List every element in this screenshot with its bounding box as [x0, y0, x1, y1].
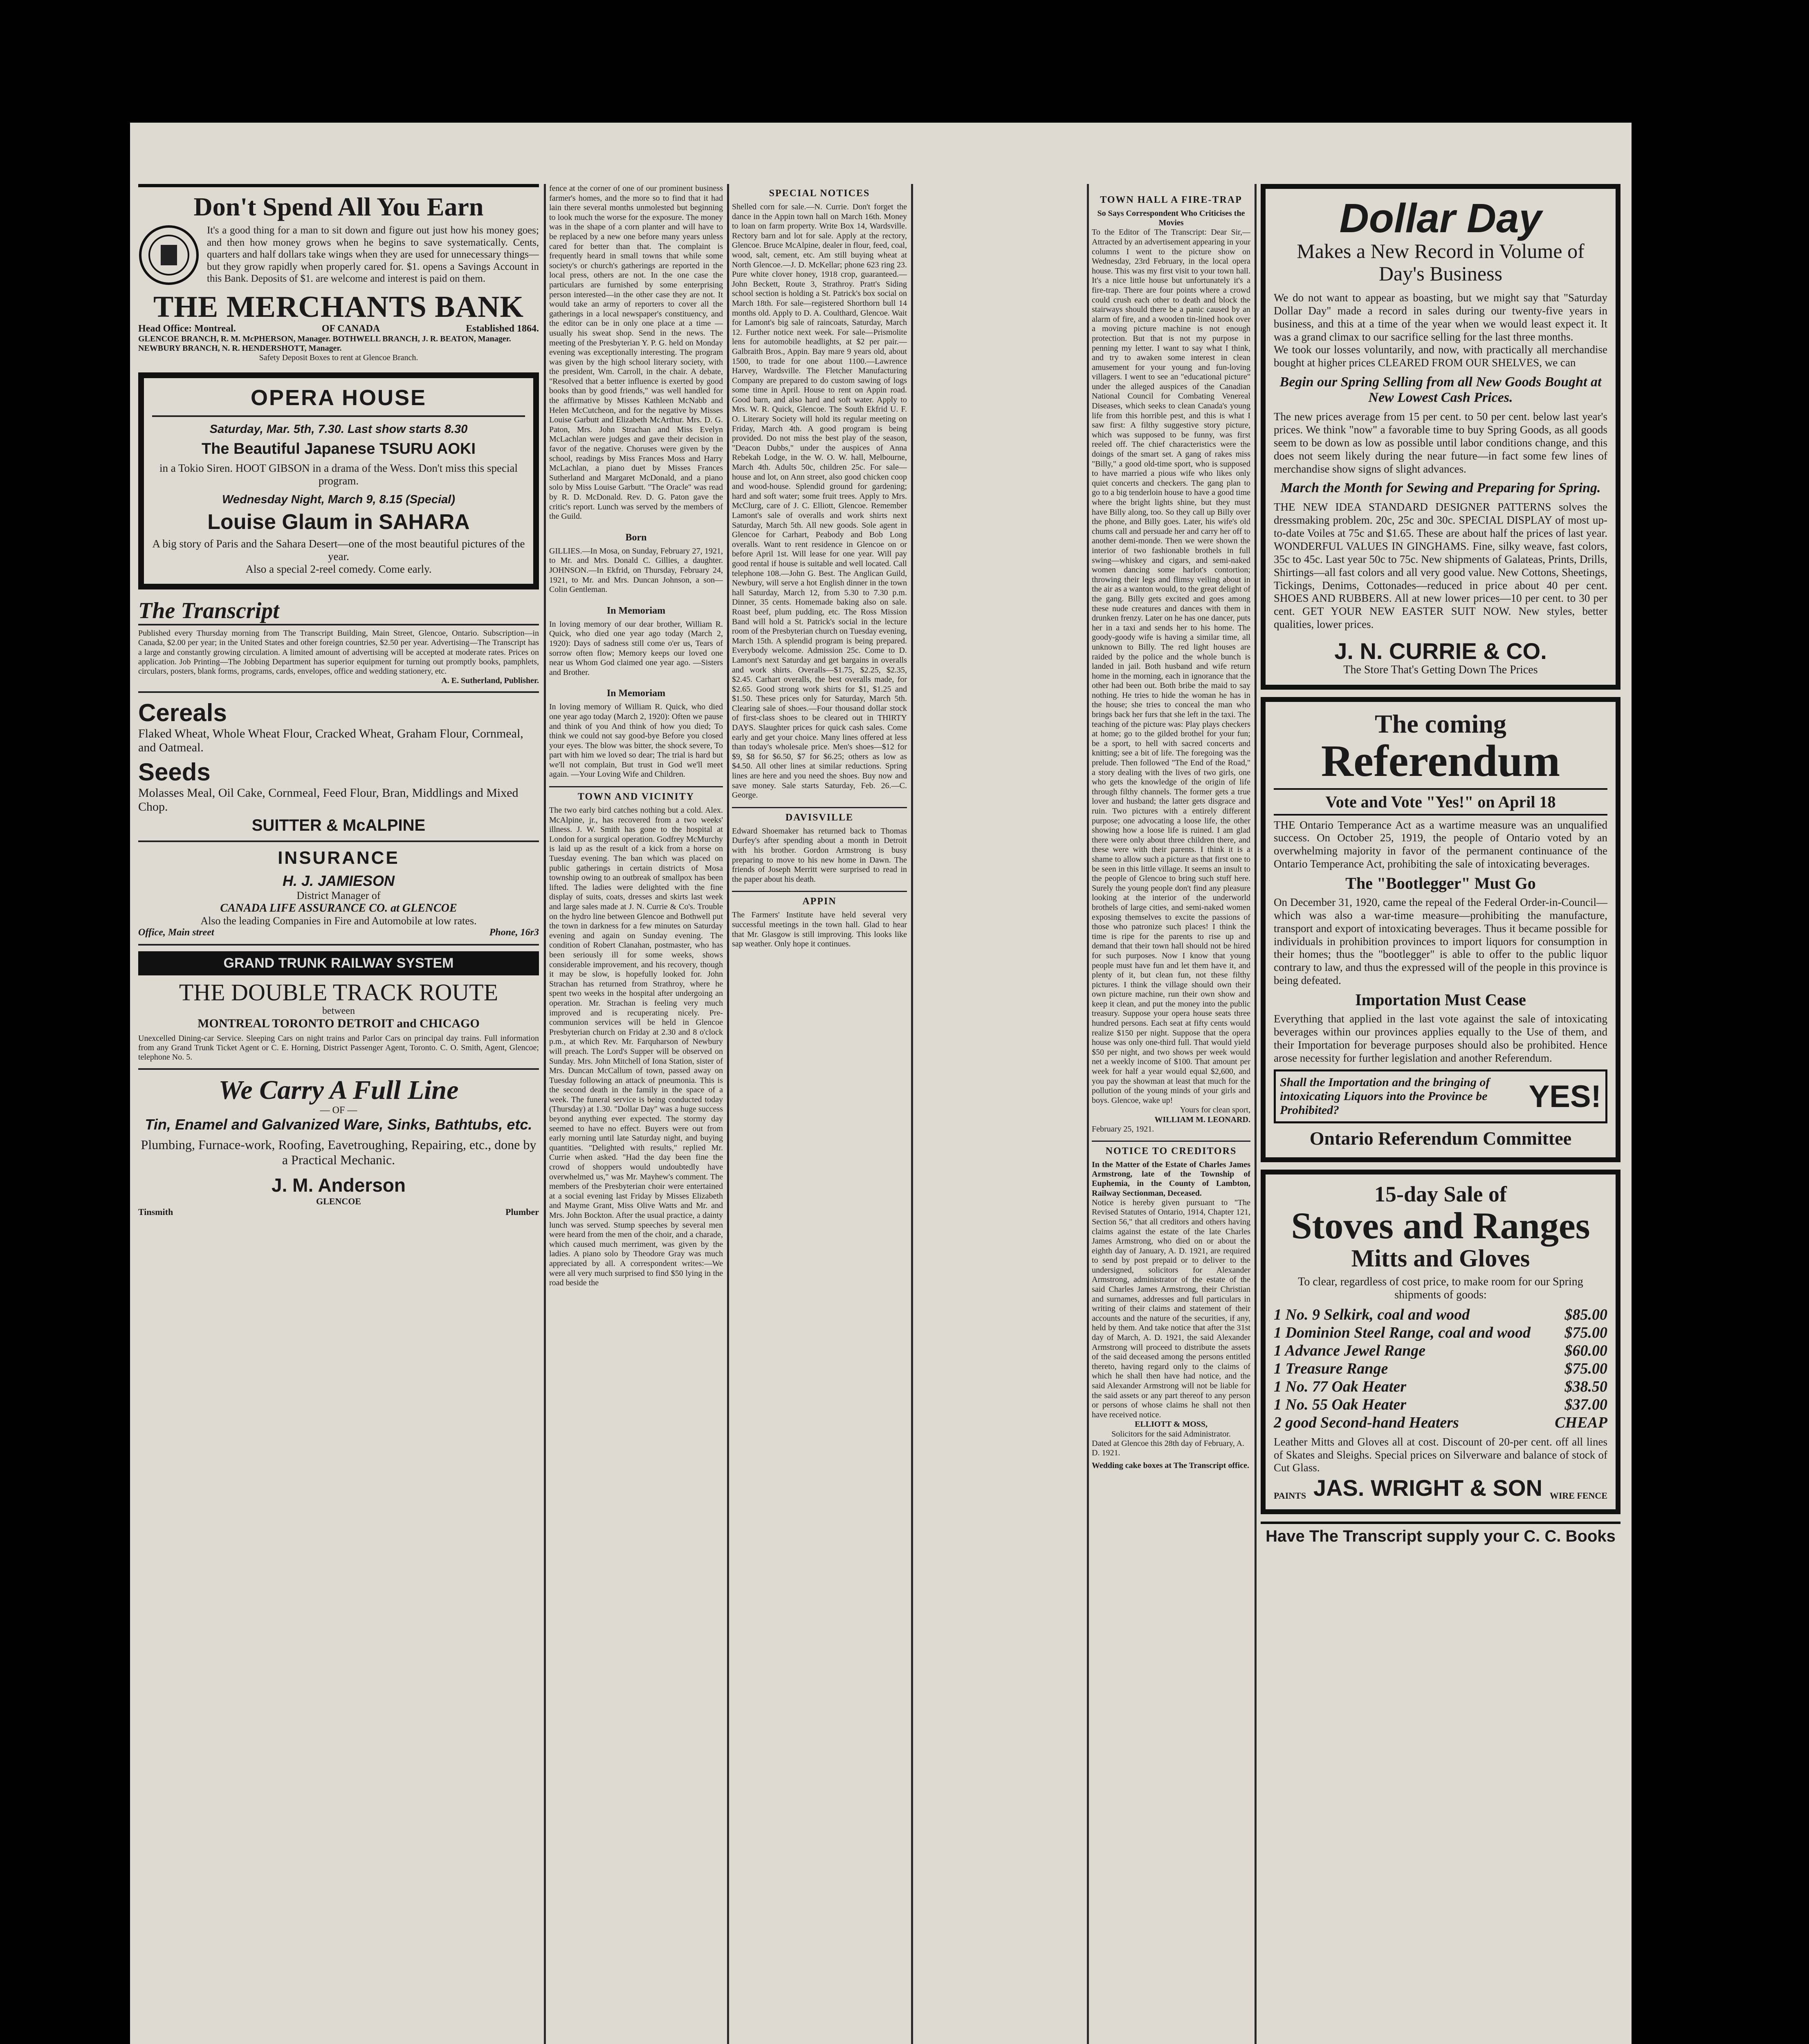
grand-trunk-banner: GRAND TRUNK RAILWAY SYSTEM: [138, 951, 539, 975]
stove-price-row: [1274, 1324, 1607, 1342]
currie-store-name: J. N. CURRIE & CO.: [1334, 638, 1547, 664]
anderson-name: J. M. Anderson: [272, 1174, 406, 1196]
stove-price-row: [1274, 1360, 1607, 1378]
firetrap-text: To the Editor of The Transcript: Dear Sir,—Attracted by an advertisement appearing in your columns I went to the picture show on Wednesday, 23rd February, in the local opera house. This was my first visit to your town hall. It's a nice little house but unfortunately it's a fire-trap. There are four points where a crowd could crush each other to death and block the stairways should there be a panic caused by an alarm of fire, and a wooden tin-lined hook over a moving picture machine is not enough protection. But that is not my purpose in penning my letter. I want to say what I think, and try to awaken some interest in clean amusement for your young and fun-loving villagers. I went to see an "educational picture" under the alleged auspices of the Canadian National Council for Combating Venereal Diseases, which seeks to clean Canada's young life from this horrible pest, and this is what I saw first: A filthy suggestive story picture, which was supposed to be funny, was first reeled off. The chief characteristics were the doings of the smart set. A gang of rakes miss "Billy," a good old-time sport, who is supposed to have married a pious wife who likes only quiet concerts and checkers. The gang plan to go to a big tenderloin house to have a good time where the bright lights shine, but they must have Billy along, too. So they call up Billy over the phone, and Billy goes. Later, his wife's old chums call and persuade her and carry her off to another demi-monde. Then we were shown the interior of two fashionable brothels in full swing—whiskey and cigars, and semi-naked women dancing some harlot's contortion; throwing their legs and flimsy veiling about in the air as a wanton would, to the great delight of the gang. Billy gets excited and goes among these nude creatures and dances with them in drunken frenzy. Later on he has one dancer, puts her in a taxi and sends her to his home. The goody-goody wife is having a similar time, all unknown to Billy. The red light houses are raided by the police and the whole bunch is landed in jail. Both husband and wife return home in the morning, each in ignorance that the other had been out. Both bribe the maid to say nothing. He tries to hide the woman he has in the house; she tries to conceal the man who brings back her furs that she left in the taxi. The teaching of the picture was: Play plays checkers at home; go to the gilded brothel for your fun; be a sport, to hell with sacred concerts and knitting; see a bit of life. The foregoing was the prelude. Then followed "The End of the Road," a story dealing with the lives of two girls, one who gets the knowledge of the origin of life through filthy channels. The former gets a true lover and husband; the latter gets disgrace and ruin. Two pictures with a entirely different purpose; one advocating a loose life, the other showing how a loose life is ruined. I am glad there were only about three children there, and these were with their parents. I think it is a shame to allow such a picture as that first one to be seen in this little village. It seems an insult to the people of Glencoe to bring such stuff here. Surely the young people don't find any pleasure looking at the interior of the underworld brothels of large cities, and semi-naked women exposing themselves to excite the passions of those who patronize such places! I think the time is ripe for the parents to rise up and demand that their town hall should not be hired for such purposes. Now I know that young people must have fun and let them have it, and plenty of it, but clean fun, not these filthy pictures. I think the village should own their own picture machine, run their own show and keep it clean, and put the money into the public treasury. Suppose your opera house seats three hundred persons. Each seat at fifty cents would realize $150 per night. Suppose that the opera house was only one-third full. That would yield $50 per night, and two shows per week would net a weekly income of $100. That amount per week for half a year would equal $2,600, and you pay the showman at least that much for the pollution of the young minds of your girls and boys. Glencoe, wake up!: [1092, 228, 1250, 1105]
born-heading: Born: [625, 532, 647, 543]
dollar-day-title: Dollar Day: [1339, 195, 1542, 241]
stove-item-price: $60.00: [1564, 1342, 1607, 1359]
ad-headline: Don't Spend All You Earn: [193, 192, 484, 221]
transcript-masthead: The Transcript: [138, 598, 539, 625]
transcript-publisher: A. E. Sutherland, Publisher.: [441, 676, 539, 686]
born-text: GILLIES.—In Mosa, on Sunday, February 27, 1921, to Mr. and Mrs. Donald C. Gillies, a daughter. JOHNSON.—In Ekfrid, on Thursday, February 24, 1921, to Mr. and Mrs. Duncan Johnson, a son—Colin Gentleman.: [549, 546, 723, 594]
cc-books-footer: Have The Transcript supply your C. C. Books: [1261, 1522, 1620, 1546]
stove-item-price: CHEAP: [1555, 1414, 1607, 1431]
stove-item-price: $75.00: [1564, 1324, 1607, 1341]
insurance-agent: H. J. JAMIESON: [282, 872, 395, 890]
column-rule: [911, 184, 913, 2044]
grand-trunk-title: THE DOUBLE TRACK ROUTE: [179, 979, 498, 1006]
referendum-h2: The "Bootlegger" Must Go: [1345, 874, 1536, 892]
cereals-text: Flaked Wheat, Whole Wheat Flour, Cracked Wheat, Graham Flour, Cornmeal, and Oatmeal.: [138, 727, 523, 755]
head-office: Head Office: Montreal.: [138, 323, 236, 334]
dollar-day-items: THE NEW IDEA STANDARD DESIGNER PATTERNS solves the dressmaking problem. 20c, 25c and 30c. SPECIAL DISPLAY of most up-to-date Voiles at 75c and $1.65. These are about half the prices of last year. WONDERFUL VALUES IN GINGHAMS. Fine, silky weave, fast colors, 35c to 45c. Last year 50c to 75c. New shipments of Galateas, Prints, Drills, Shirtings—all fast colors and all very good value. New Cottons, Sheetings, Tickings, Denims, Cottonades—reduced in price about 40 per cent. SHOES AND RUBBERS. All at new lower prices—10 per cent. to 30 per cent. GET YOUR NEW EASTER SUIT NOW. New styles, better qualities, lower prices.: [1274, 501, 1607, 631]
stoves-paints: PAINTS: [1274, 1490, 1306, 1501]
memoriam-1: In loving memory of our dear brother, William R. Quick, who died one year ago today (March 2, 1920): Days of sadness still come o'er us, Tears of sorrow often flow; Memory keeps our loved one near us Whom God claimed one year ago. —Sisters and Brother.: [549, 619, 723, 677]
creditors-solicitors: ELLIOTT & MOSS,: [1134, 1420, 1208, 1429]
referendum-vote: Vote and Vote "Yes!" on April 18: [1274, 788, 1607, 816]
stove-item-name: 1 Advance Jewel Range: [1274, 1342, 1426, 1359]
column-2: [549, 184, 723, 2044]
stove-price-row: [1274, 1396, 1607, 1414]
firetrap-heading: TOWN HALL A FIRE-TRAP: [1100, 195, 1242, 205]
stove-item-name: 1 No. 77 Oak Heater: [1274, 1378, 1407, 1395]
stoves-wire-fence: WIRE FENCE: [1549, 1490, 1607, 1501]
grand-trunk-cities: MONTREAL TORONTO DETROIT and CHICAGO: [198, 1017, 480, 1031]
creditors-estate: In the Matter of the Estate of Charles James Armstrong, late of the Township of Euphemia, in the County of Lambton, Railway Sectionman, Deceased.: [1092, 1160, 1250, 1198]
town-vicinity-heading: TOWN AND VICINITY: [549, 786, 723, 802]
memoriam-2: In loving memory of William R. Quick, who died one year ago today (March 2, 1920): Often we pause and think of you And think of how you died; To think we could not say good-bye Before you closed your eyes. The blow was bitter, the shock severe, To part with him we loved so dear; The trial is hard but we'll not complain, But trust in God we'll meet again. —Your Loving Wife and Children.: [549, 702, 723, 779]
davisville-text: Edward Shoemaker has returned back to Thomas Durfey's after spending about a month in Detroit with his brother. Gordon Armstrong is busy preparing to move to his new home in Dawn. The friends of Joseph Merritt were surprised to read in the paper about his death.: [732, 826, 907, 884]
stove-price-row: [1274, 1306, 1607, 1324]
opera-feature1: The Beautiful Japanese TSURU AOKI: [201, 440, 476, 458]
davisville-heading: DAVISVILLE: [732, 807, 907, 823]
cereals-heading: Cereals: [138, 699, 227, 727]
column-rule: [727, 184, 729, 2044]
stove-price-row: [1274, 1378, 1607, 1396]
referendum-title: Referendum: [1321, 736, 1560, 786]
seeds-text: Molasses Meal, Oil Cake, Cornmeal, Feed Flour, Bran, Middlings and Mixed Chop.: [138, 786, 518, 814]
stove-item-name: 1 Dominion Steel Range, coal and wood: [1274, 1324, 1531, 1341]
stove-item-name: 2 good Second-hand Heaters: [1274, 1414, 1459, 1431]
of-canada: OF CANADA: [321, 323, 380, 334]
stove-item-price: $38.50: [1564, 1378, 1607, 1395]
stoves-price-list: [1274, 1306, 1607, 1432]
firetrap-signer: WILLIAM M. LEONARD.: [1154, 1115, 1250, 1124]
stoves-intro: To clear, regardless of cost price, to make room for our Spring shipments of goods:: [1298, 1275, 1583, 1301]
referendum-yes: YES!: [1528, 1079, 1601, 1114]
firetrap-date: February 25, 1921.: [1092, 1124, 1154, 1134]
dollar-day-ad: [1261, 184, 1620, 690]
memoriam-heading-2: In Memoriam: [606, 688, 666, 699]
stoves-outro: Leather Mitts and Gloves all at cost. Discount of 20-per cent. off all lines of Skates and Sleighs. Special prices on Silverware and balance of stock of Cut Glass.: [1274, 1435, 1607, 1474]
left-subcolumn: [138, 598, 539, 1217]
ad-pitch: It's a good thing for a man to sit down and figure out just how his money goes; and then how money grows when he begins to save systematically. Cents, quarters and half dollars take wings when they are used for unnecessary things—but they grow rapidly when properly cared for. $1. opens a Savings Account in this Bank. Deposits of $1. are welcome and interest is paid on them.: [207, 225, 539, 285]
stoves-ad: [1261, 1170, 1620, 1514]
established: Established 1864.: [466, 323, 539, 334]
referendum-question: Shall the Importation and the bringing of intoxicating Liquors into the Province be Prohibited?: [1280, 1076, 1490, 1117]
branches: GLENCOE BRANCH, R. M. McPHERSON, Manager. BOTHWELL BRANCH, J. R. BEATON, Manager. NEWBURY BRANCH, N. R. HENDERSHOTT, Manager.: [138, 334, 511, 353]
dollar-day-subtitle: Makes a New Record in Volume of Day's Business: [1297, 240, 1585, 285]
column-rule: [544, 184, 546, 2044]
opera-line1: Saturday, Mar. 5th, 7.30. Last show starts 8.30: [209, 423, 468, 436]
insurance-role: District Manager of: [296, 890, 381, 902]
dollar-day-march: March the Month for Sewing and Preparing for Spring.: [1280, 480, 1601, 496]
bank-name: THE MERCHANTS BANK: [153, 290, 524, 324]
insurance-office: Office, Main street: [138, 927, 214, 938]
bank-seal-icon: [138, 224, 200, 286]
grand-trunk-text: Unexcelled Dining-car Service. Sleeping Cars on night trains and Parlor Cars on principal day trains. Full information from any Grand Trunk Ticket Agent or C. E. Horning, District Passenger Agent, Toronto. C. O. Smith, Agent, Glencoe; telephone No. 5.: [138, 1034, 539, 1062]
opera-feature2: Louise Glaum in SAHARA: [207, 510, 470, 534]
currie-tagline: The Store That's Getting Down The Prices: [1343, 663, 1538, 676]
anderson-services: Plumbing, Furnace-work, Roofing, Eavetroughing, Repairing, etc., done by a Practical Mechanic.: [141, 1137, 536, 1168]
column-3: [732, 184, 907, 2044]
referendum-h3: Importation Must Cease: [1355, 990, 1526, 1009]
stove-item-name: 1 No. 9 Selkirk, coal and wood: [1274, 1306, 1470, 1323]
opera-line3: Wednesday Night, March 9, 8.15 (Special): [222, 493, 455, 507]
stoves-title: Stoves and Ranges: [1291, 1205, 1590, 1247]
referendum-pre: The coming: [1375, 709, 1506, 738]
town-vicinity-text: The two early bird catches nothing but a cold. Alex. McAlpine, jr., has recovered from a two weeks' illness. J. W. Smith has gone to the hospital at London for a surgical operation. Godfrey McMurchy is laid up as the result of a kick from a horse on Tuesday evening. The ban which was placed on public gatherings in certain districts of Mosa township owing to an outbreak of smallpox has been lifted. The ladies were delighted with the fine display of suits, coats, dresses and skirts last week and large sales made at J. N. Currie & Co's. Trouble on the hydro line between Glencoe and Bothwell put the town in darkness for a few minutes on Saturday evening and again on Sunday evening. The condition of Robert Clanahan, postmaster, who has been seriously ill for some weeks, shows considerable improvement, and his recovery, though it may be slow, is hopefully looked for. John Strachan has returned from Strathroy, where he spent two weeks in the hospital after undergoing an operation. Mr. Strachan is feeling very much improved and is recuperating nicely. Pre-communion services will be held in Glencoe Presbyterian church on Friday at 2.30 and 8 o'clock p.m., at which Rev. Mr. Farquharson of Newbury will preach. The Lord's Supper will be observed on Sunday. Mrs. John Mitchell of Iona Station, sister of Mrs. Duncan McCallum of town, passed away on Tuesday following an attack of pneumonia. This is the second death in the family in the space of a week. The funeral service is being conducted today (Thursday) at 1.30. "Dollar Day" was a huge success beyond anything ever expected. The stormy day seemed to have no effect. Buyers were out from early morning until late Saturday night, and buying quantities. "Delighted with results," replied Mr. Currie when asked. "Had the day been fine the crowd of shoppers would undoubtedly have overwhelmed us," was Mr. Mayhew's comment. The members of the Presbyterian choir were entertained at a social evening last Friday by Misses Elizabeth and Mayme Grant, Miss Olive Watts and Mr. and Mrs. John Bockton. After the usual practice, a dainty lunch was served. Stump speeches by several men were heard from the men of the choir, and a charade, which caused much merriment, was given by the ladies. A piano solo by Theodore Gray was much appreciated by all. A correspondent writes:—We were all very much surprised to find $50 lying in the road beside the: [549, 806, 723, 1288]
creditors-heading: NOTICE TO CREDITORS: [1092, 1141, 1250, 1157]
wright-name: JAS. WRIGHT & SON: [1313, 1475, 1542, 1501]
grand-trunk-between: between: [322, 1006, 355, 1017]
stove-price-row: [1274, 1414, 1607, 1432]
opera-line5: Also a special 2-reel comedy. Come early.: [245, 563, 432, 576]
dollar-day-p1: We do not want to appear as boasting, but we might say that "Saturday Dollar Day" made a record in sales during our twenty-five years in business, and this at a time of the year when we would least expect it. It was a grand climax to our sacrifice selling for the last three months.: [1274, 291, 1607, 343]
creditors-dated: Dated at Glencoe this 28th day of February, A. D. 1921.: [1092, 1439, 1245, 1457]
appin-heading: APPIN: [732, 891, 907, 907]
stoves-sub: Mitts and Gloves: [1351, 1244, 1530, 1272]
insurance-phone: Phone, 16r3: [489, 927, 539, 938]
opera-title: OPERA HOUSE: [250, 385, 427, 410]
insurance-text: Also the leading Companies in Fire and Automobile at low rates.: [200, 915, 477, 927]
firetrap-signoff: Yours for clean sport,: [1180, 1105, 1250, 1115]
stove-item-price: $85.00: [1564, 1306, 1607, 1323]
special-notices-text: Shelled corn for sale.—N. Currie. Don't forget the dance in the Appin town hall on March 16th. Money to loan on farm property. Write Box 14, Wardsville. Rectory barn and lot for sale. Apply at the rectory, Glencoe. Bruce McAlpine, dealer in flour, feed, coal, wood, salt, cement, etc. Am still buying wheat at North Glencoe.—J. D. McKellar; phone 623 ring 23. Pure white clover honey, 1918 crop, guaranteed.—John Beckett, Route 3, Strathroy. Pratt's Siding school section is holding a St. Patrick's box social on March 18th. For sale—registered Shorthorn bull 14 months old. Apply to D. A. Coulthard, Glencoe. Wait for Lamont's big sale of raincoats, Saturday, March 12. Further notice next week. For sale—Prismolite lens for automobile headlights, at $2 per pair.—Galbraith Bros., Appin. Bay mare 9 years old, about 1500, to trade for one about 1100.—Lawrence Harvey, Wardsville. The Fletcher Manufacturing Company are prepared to do custom sawing of logs some time in April. House to rent on Appin road. Good barn, and also hard and soft water. Apply to Mrs. W. R. Quick, Glencoe. The South Ekfrid U. F. O. Literary Society will hold its regular meeting on Friday, March 4th. A good program is being provided. Do not miss the best play of the season, "Deacon Dubbs," under the auspices of Anna Rebekah Lodge, in the W. O. W. hall, Melbourne, March 4th. Adults 50c, children 25c. For sale—house and lot, on Ann street, also good chicken coop and wood-house. Splendid ground for gardening; hard and soft water; some fruit trees. Apply to Mrs. McClurg, care of J. C. Elliott, Glencoe. Remember Lamont's sale of overalls and work shirts next Saturday, March 5th. All new goods. Sole agent in Glencoe for Carhart, Peabody and Bob Long overalls. Want to rent residence in Glencoe on or before April 1st. Will lease for one year. Will pay good rental if house is suitable and well located. Call telephone 108.—John G. Best. The Anglican Guild, Newbury, will serve a hot English dinner in the town hall Saturday, March 12, from 5.30 to 7.30 p.m. Dinner, 35 cents. Homemade baking also on sale. Roast beef, plum pudding, etc. The Ross Mission Band will hold a St. Patrick's social in the lecture room of the Presbyterian church on Tuesday evening, March 15th. A splendid program is being prepared. Everybody welcome. Admission 25c. Come to D. Lamont's next Saturday and get bargains in overalls and work shirts. Overalls—$1.75, $2.25, $2.35, $2.45. Carhart overalls, the best overalls made, for $2.65. Good strong work shirts for $1, $1.25 and $1.50. These prices only for Saturday, March 5th. Clearing sale of shoes.—Four thousand dollar stock of first-class shoes to be cleared out in THIRTY DAYS. Slaughter prices for quick cash sales. Come early and get your choice. Many lines offered at less than today's wholesale price. Men's shoes—$12 for $9, $8 for $6.50, $7 for $6.25; others as low as $4.50. All other lines at similar reductions. Spring lines are here and you need the shoes. Buy now and save money. Sale starts Saturday, Feb. 26.—C. George.: [732, 202, 907, 800]
appin-text: The Farmers' Institute have held several very successful meetings in the town hall. Glad to hear that Mr. Glasgow is still improving. This looks like sap weather. Only hope it continues.: [732, 910, 907, 949]
anderson-tinsmith: Tinsmith: [138, 1207, 173, 1217]
referendum-p2: On December 31, 1920, came the repeal of the Federal Order-in-Council—which was also a war-time measure—prohibiting the manufacture, transport and export of intoxicating beverages. Thus it became possible for individuals in prohibition provinces to import liquors for consumption in their homes; thus the "bootlegger" is able to offer to the public liquor contrary to law, and thus the expressed will of the people in this province is being defeated.: [1274, 896, 1607, 987]
anderson-headline: We Carry A Full Line: [218, 1075, 459, 1105]
opera-line4: A big story of Paris and the Sahara Desert—one of the most beautiful pictures of the year.: [152, 538, 525, 563]
opera-house-ad: [138, 372, 539, 589]
transcript-text: Published every Thursday morning from The Transcript Building, Main Street, Glencoe, Ontario. Subscription—in Canada, $2.00 per year; in the United States and other foreign countries, $2.50 per year. Advertising—The Transcript has a large and constantly growing circulation. A limited amount of advertising will be accepted at moderate rates. Prices on application. Job Printing—The Jobbing Department has superior equipment for turning out promptly books, pamphlets, circulars, posters, blank forms, programs, cards, envelopes, office and wedding stationery, etc.: [138, 629, 539, 676]
stove-price-row: [1274, 1342, 1607, 1360]
merchants-bank-ad: [138, 184, 539, 363]
column-rule: [1255, 184, 1257, 2044]
column-rule: [1087, 184, 1089, 2044]
stove-item-price: $75.00: [1564, 1360, 1607, 1377]
wedding-boxes: Wedding cake boxes at The Transcript office.: [1092, 1461, 1249, 1470]
column2-top-text: fence at the corner of one of our prominent business farmer's homes, and the more so to find that it had lain there several months unmolested but beginning to look much the worse for the exposure. The money was in the shape of a corn planter and will have to be replaced by a new one before many years unless cared for better than that. The complaint is frequently heard in small towns that while some society's or church's gatherings are reported in the local press, others are not. In the one case the particulars are furnished by some enterprising person interested—in the other case they are not. It would take an army of reporters to cover all the gatherings in a local newspaper's constituency, and the editor can be in only one place at a time — usually his sweat shop. Send in the news. The meeting of the Presbyterian Y. P. G. held on Monday evening was exceptionally interesting. The program was given by the high school literary society, with the president, Wm. Carroll, in the chair. A debate, "Resolved that a better influence is exerted by good books than by good friends," was well handled for the affirmative by Misses Kathleen McNabb and Helen McCutcheon, and for the negative by Misses Louise Garbutt and Elizabeth McArthur. Mrs. D. G. Paton, Mrs. John Strachan and Miss Evelyn McLachlan were judges and gave their decision in favor of the negative. Choruses were given by the school, readings by Miss Frances Moss and Harry McLachlan, a piano duet by Misses Frances Sutherland and Margaret McDonald, and a piano solo by Miss Louise Garbutt. "The Oracle" was read by R. D. McDonald. Rev. D. G. Paton gave the critic's report. Lunch was served by the members of the Guild.: [549, 184, 723, 521]
stove-item-name: 1 No. 55 Oak Heater: [1274, 1396, 1407, 1413]
creditors-text: Notice is hereby given pursuant to "The Revised Statutes of Ontario, 1914, Chapter 121, Section 56," that all creditors and others having claims against the estate of the late Charles James Armstrong, who died on or about the eighth day of January, A. D. 1921, are required to send by post prepaid or to deliver to the undersigned, solicitors for Alexander Armstrong, administrator of the estate of the said Charles James Armstrong, their Christian and surnames, addresses and full particulars in writing of their claims and statement of their accounts and the nature of the securities, if any, held by them. And take notice that after the 31st day of March, A. D. 1921, the said Alexander Armstrong will proceed to distribute the assets of the said deceased among the persons entitled thereto, having regard only to the claims of which he shall then have had notice, and the said Alexander Armstrong will not be liable for the said assets or any part thereof to any person or persons of whose claims he shall not then have received notice.: [1092, 1198, 1250, 1419]
opera-line2: in a Tokio Siren. HOOT GIBSON in a drama of the Wess. Don't miss this special program.: [159, 462, 518, 487]
column-1: [138, 184, 539, 2044]
memoriam-heading: In Memoriam: [606, 605, 666, 616]
right-ads-column: [1261, 184, 1620, 2044]
insurance-company: CANADA LIFE ASSURANCE CO. at GLENCOE: [220, 902, 457, 915]
anderson-of: — OF —: [320, 1105, 357, 1116]
anderson-plumber: Plumber: [505, 1207, 539, 1217]
anderson-goods: Tin, Enamel and Galvanized Ware, Sinks, Bathtubs, etc.: [145, 1116, 532, 1133]
firetrap-subtitle: So Says Correspondent Who Criticises the Movies: [1097, 209, 1245, 228]
seeds-heading: Seeds: [138, 758, 211, 786]
sutter-name: SUITTER & McALPINE: [251, 816, 426, 835]
stove-item-price: $37.00: [1564, 1396, 1607, 1413]
newspaper-page: [130, 123, 1632, 2044]
insurance-title: INSURANCE: [278, 848, 400, 868]
creditors-role: Solicitors for the said Administrator.: [1111, 1429, 1231, 1439]
safety-deposit: Safety Deposit Boxes to rent at Glencoe Branch.: [259, 353, 418, 363]
column-5: [1092, 184, 1250, 2044]
anderson-place: GLENCOE: [316, 1196, 361, 1207]
dollar-day-spring: Begin our Spring Selling from all New Goods Bought at New Lowest Cash Prices.: [1279, 374, 1602, 406]
referendum-ad: [1261, 697, 1620, 1163]
referendum-committee: Ontario Referendum Committee: [1309, 1128, 1572, 1149]
special-notices-heading: SPECIAL NOTICES: [769, 188, 870, 199]
dollar-day-p2: We took our losses voluntarily, and now, with practically all merchandise bought at higher prices CLEARED FROM OUR SHELVES, we can: [1274, 343, 1607, 369]
referendum-p1: THE Ontario Temperance Act as a wartime measure was an unqualified success. On October 25, 1919, the people of Ontario voted by an overwhelming majority in favor of the permanent continuance of the Ontario Temperance Act, prohibiting the sale of intoxicating beverages.: [1274, 818, 1607, 870]
stove-item-name: 1 Treasure Range: [1274, 1360, 1388, 1377]
dollar-day-p3: The new prices average from 15 per cent. to 50 per cent. below last year's prices. We think "now" a favorable time to buy Spring Goods, as all goods seem to be down as low as possible until labor conditions change, and this does not seem likely during the near future—in fact some few lines of merchandise show signs of slight advances.: [1274, 410, 1607, 475]
stoves-pre: 15-day Sale of: [1374, 1182, 1507, 1207]
referendum-p3: Everything that applied in the last vote against the sale of intoxicating beverages within our provinces applies equally to the Use of them, and their Importation for beverage purposes should also be prohibited. Hence arose necessity for further legislation and another Referendum.: [1274, 1012, 1607, 1064]
